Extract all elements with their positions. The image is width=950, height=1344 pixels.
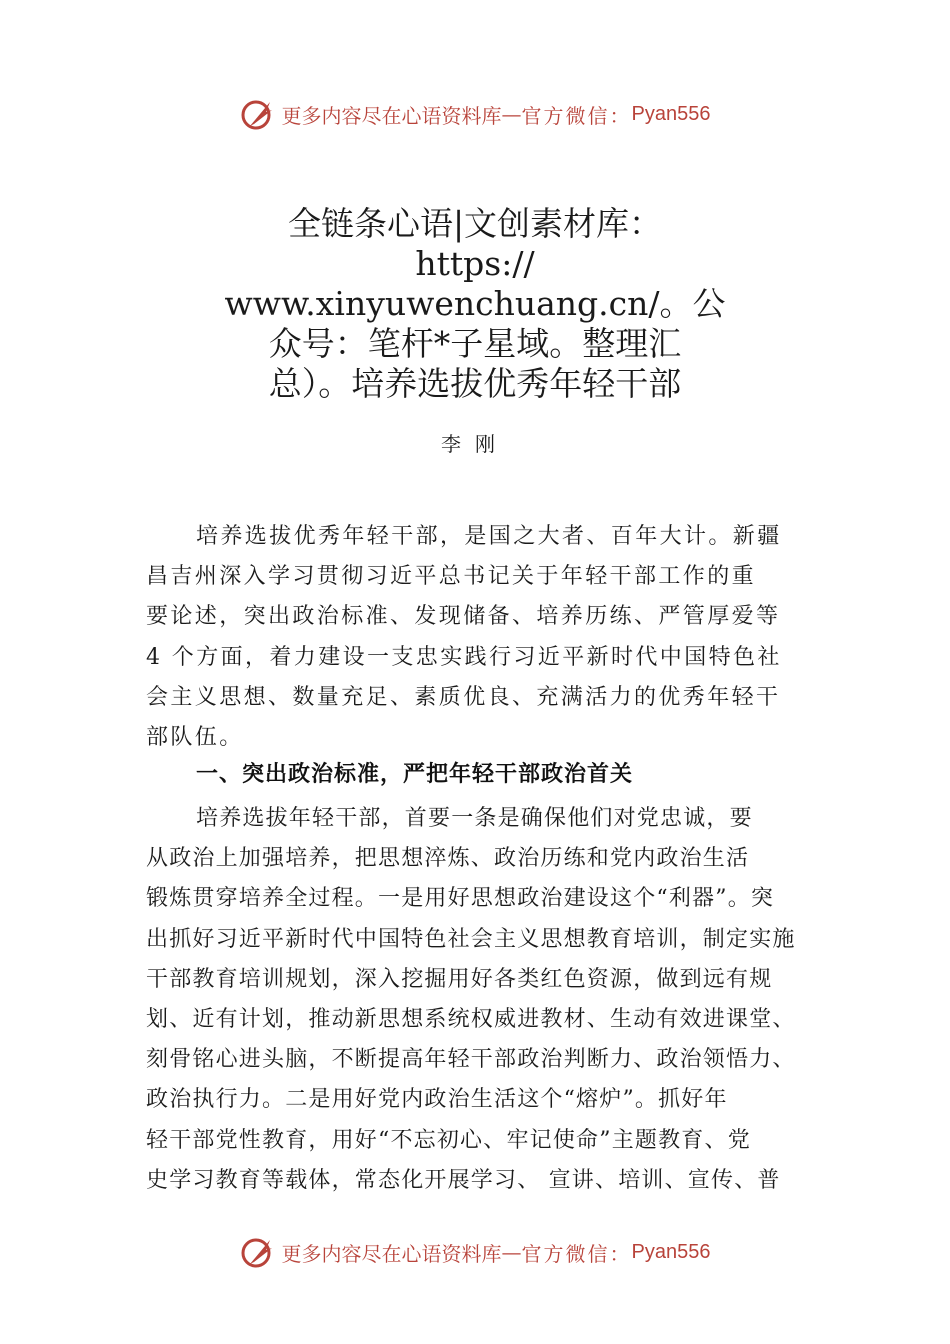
banner-separator: — — [501, 1240, 522, 1264]
feather-logo-icon — [240, 1234, 276, 1270]
banner-separator: — — [501, 102, 522, 126]
text-line: 培养选拔优秀年轻干部，是国之大者、百年大计。新疆 — [196, 524, 782, 549]
text-line: 刻骨铭心进头脑，不断提高年轻干部政治判断力、政治领悟力、 — [146, 1047, 796, 1073]
brand-text: 更多内容尽在心语资料库 — [281, 1241, 502, 1266]
text-line: 史学习教育等载体，常态化开展学习、 宣讲、培训、宣传、普 — [146, 1167, 781, 1193]
wechat-id: Pyan556 — [631, 102, 711, 125]
footer-banner — [0, 1230, 950, 1274]
text-line: 从政治上加强培养，把思想淬炼、政治历练和党内政治生活 — [146, 846, 750, 872]
text-line: 锻炼贯穿培养全过程。一是用好思想政治建设这个“利器”。突 — [146, 886, 775, 912]
wechat-label: 官方微信： — [521, 1241, 632, 1266]
wechat-id: Pyan556 — [631, 1240, 711, 1263]
text-line: 会主义思想、数量充足、素质优良、充满活力的优秀年轻干 — [146, 684, 781, 710]
brand-text: 更多内容尽在心语资料库 — [281, 103, 502, 128]
title-line: https:// — [415, 244, 535, 283]
text-line: 部队伍。 — [146, 725, 244, 751]
document-title — [200, 204, 750, 404]
text-line: 昌吉州深入学习贯彻习近平总书记关于年轻干部工作的重 — [146, 564, 757, 590]
text-line: 出抓好习近平新时代中国特色社会主义思想教育培训，制定实施 — [146, 926, 796, 952]
text-line: 干部教育培训规划，深入挖掘用好各类红色资源，做到远有规 — [146, 966, 773, 992]
title-line: 众号：笔杆*子星域。整理汇 — [268, 324, 682, 363]
text-line: 要论述，突出政治标准、发现储备、培养历练、严管厚爱等 — [146, 604, 781, 630]
text-line: 4 个方面，着力建设一支忠实践行习近平新时代中国特色社 — [146, 644, 782, 670]
text-line: 政治执行力。二是用好党内政治生活这个“熔炉”。抓好年 — [146, 1087, 728, 1113]
author-name: 李刚 — [441, 432, 509, 456]
section-paragraph — [146, 799, 836, 1201]
text-line: 划、近有计划，推动新思想系统权威进教材、生动有效进课堂、 — [146, 1007, 796, 1033]
feather-logo-icon — [240, 96, 276, 132]
section-heading: 一、突出政治标准，严把年轻干部政治首关 — [196, 762, 634, 787]
header-banner — [0, 92, 950, 136]
intro-paragraph — [146, 517, 836, 758]
text-line: 轻干部党性教育，用好“不忘初心、牢记使命”主题教育、党 — [146, 1127, 751, 1153]
title-line: www.xinyuwenchuang.cn/。公 — [224, 284, 726, 323]
text-line: 培养选拔年轻干部，首要一条是确保他们对党忠诚，要 — [196, 806, 753, 831]
title-line: 全链条心语|文创素材库： — [287, 204, 663, 243]
wechat-label: 官方微信： — [521, 103, 632, 128]
title-line: 总）。培养选拔优秀年轻干部 — [268, 364, 682, 403]
